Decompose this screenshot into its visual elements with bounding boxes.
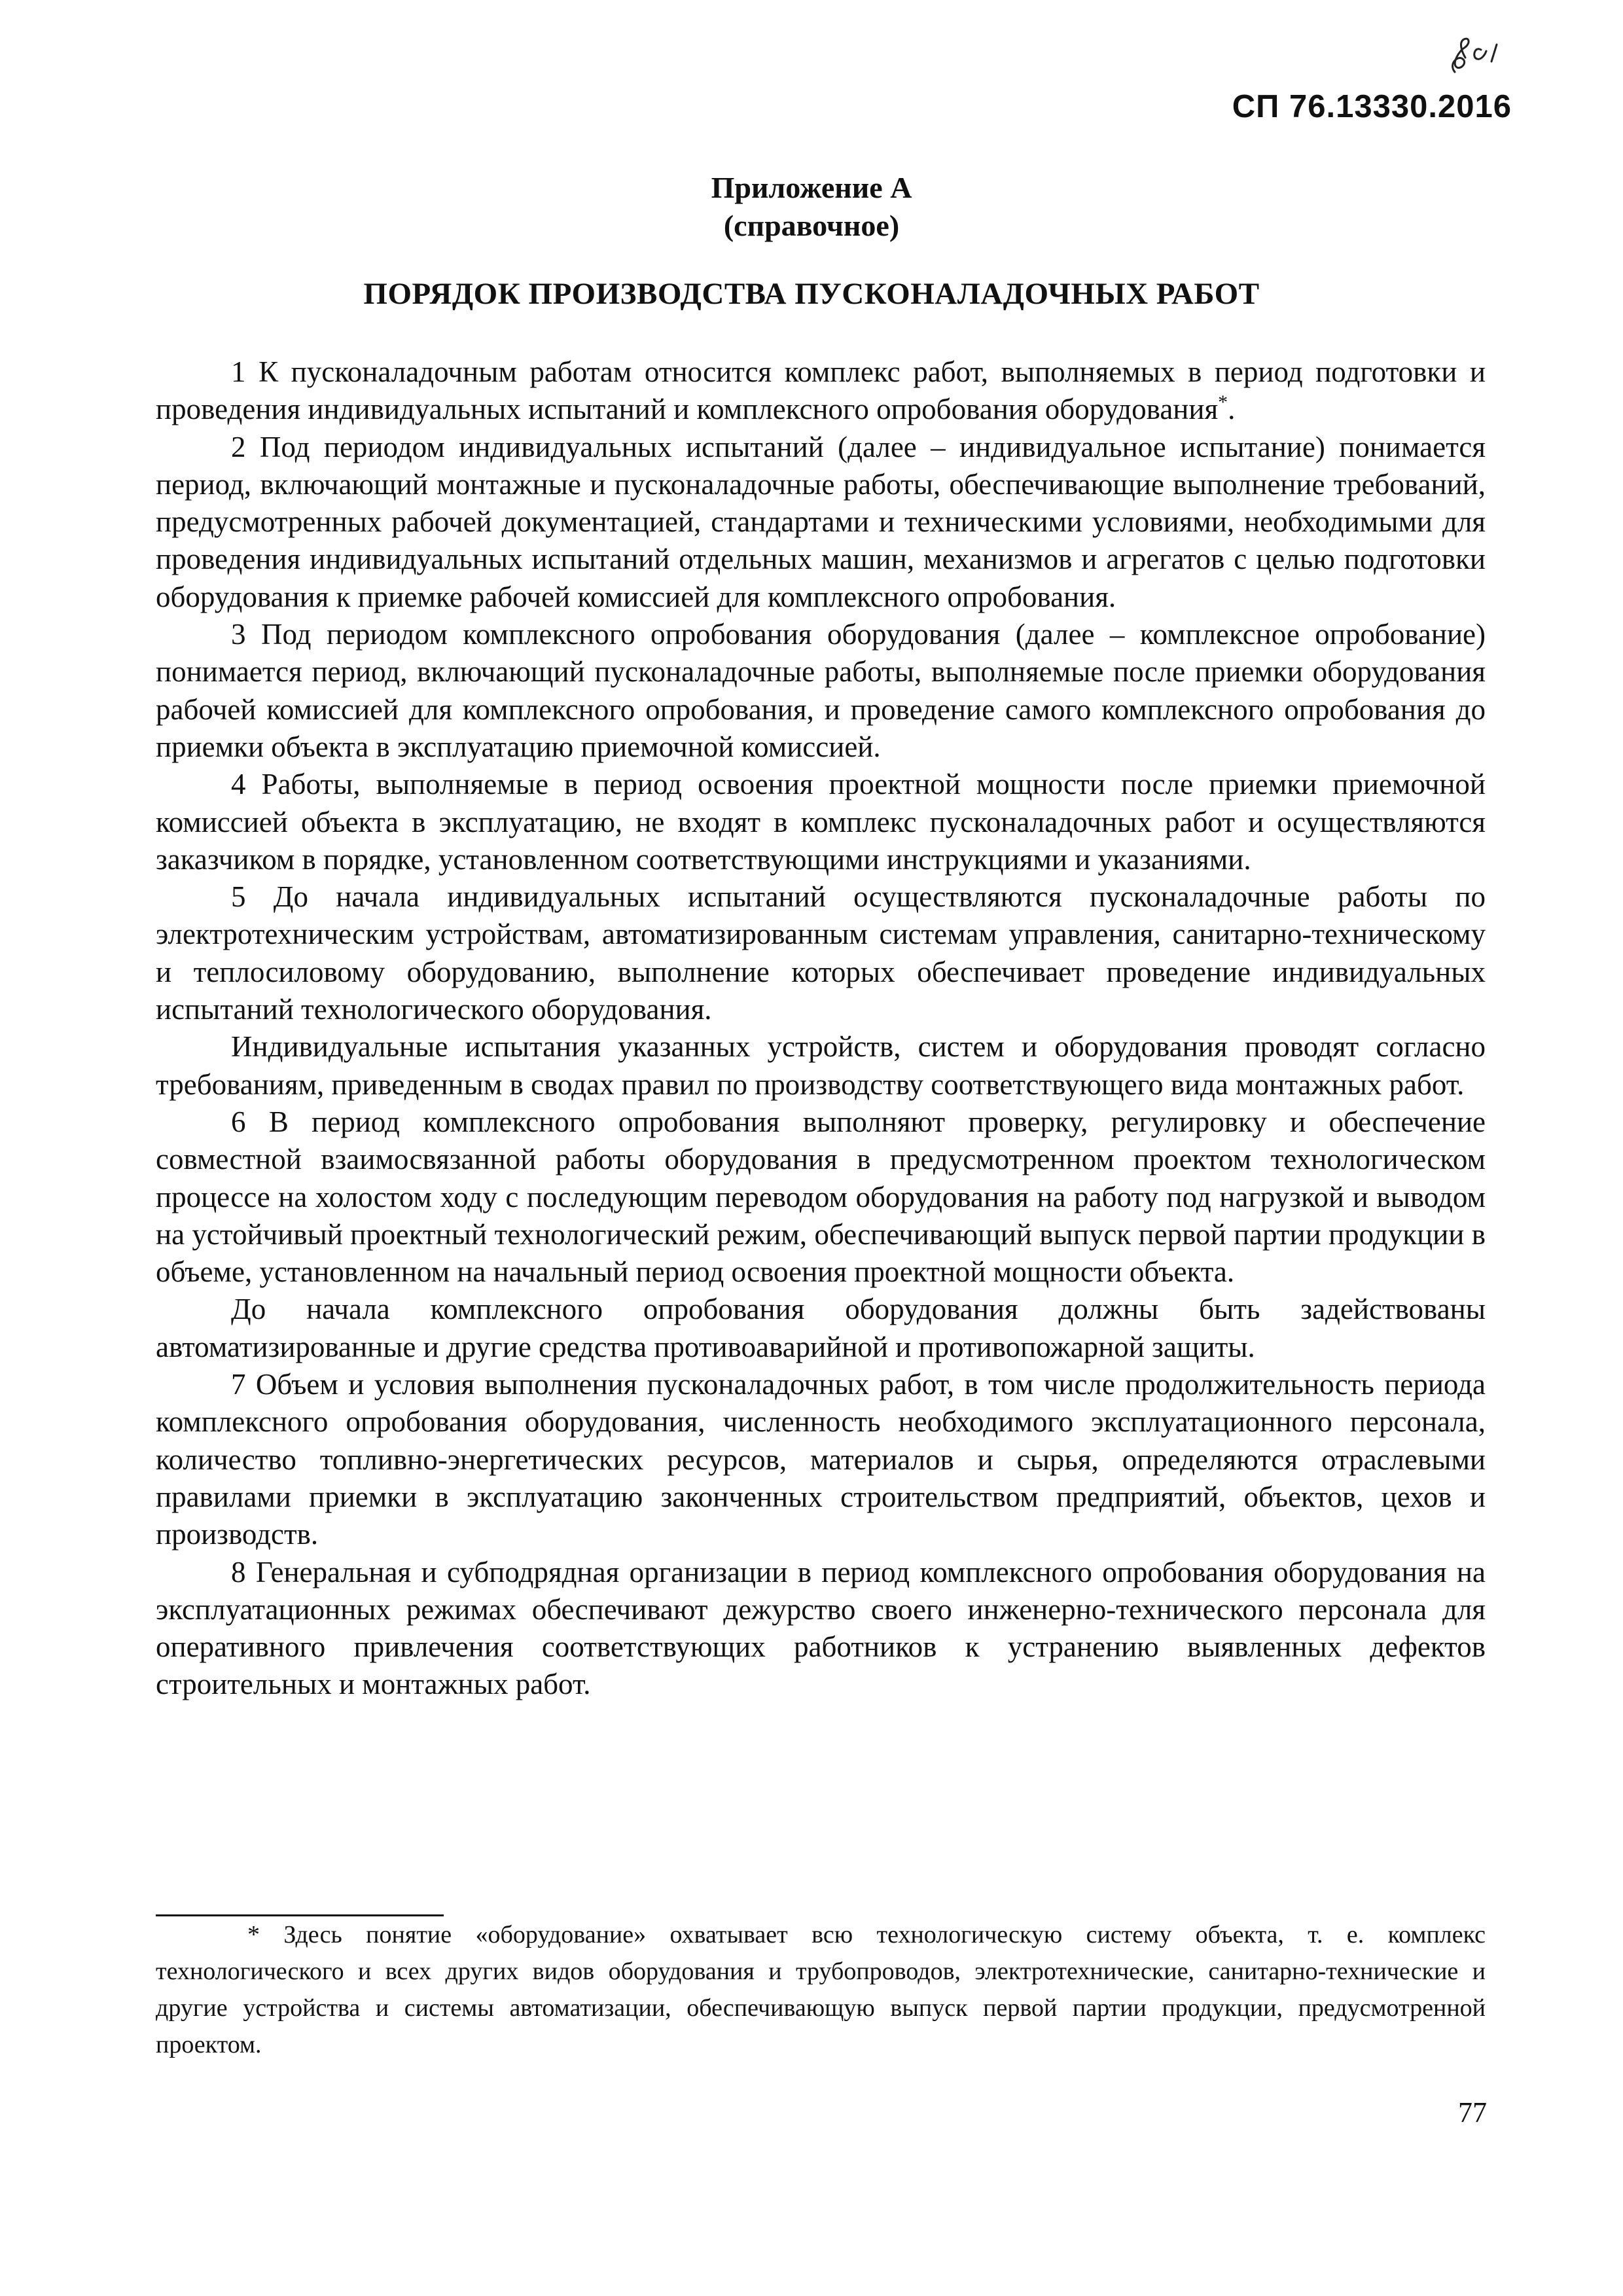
body-text [156, 353, 1486, 1704]
page-number: 77 [1458, 2096, 1487, 2128]
paragraph-6: 6 В период комплексного опробования выполняют проверку, регулировку и обеспечение совместной взаимосвязанной работы оборудования в предусмотренном проектом технологическом процессе на холостом ходу с последующим переводом оборудования на работу под нагрузкой и выводом на устойчивый проектный технологический режим, обеспечивающий выпуск первой партии продукции в объеме, установленном на начальный период освоения проектной мощности объекта. [156, 1105, 1486, 1289]
paragraph-1-text: 1 К пусконаладочным работам относится комплекс работ, выполняемых в период подготовки и проведения индивидуальных испытаний и комплексного опробования оборудования [156, 355, 1486, 426]
paragraph-4: 4 Работы, выполняемые в период освоения проектной мощности после приемки приемочной комиссией объекта в эксплуатацию, не входят в комплекс пусконаладочных работ и осуществляются заказчиком в порядке, установленном соответствующими инструкциями и указаниями. [156, 768, 1486, 876]
section-title: ПОРЯДОК ПРОИЗВОДСТВА ПУСКОНАЛАДОЧНЫХ РАБОТ [363, 277, 1260, 311]
footnote-reference: * [1218, 391, 1228, 414]
handwritten-page-mark [1443, 31, 1515, 84]
paragraph-2: 2 Под периодом индивидуальных испытаний (далее – индивидуальное испытание) понимается период, включающий монтажные и пусконаладочные работы, обеспечивающие выполнение требований, предусмотренных рабочей документацией, стандартами и техническими условиями, необходимыми для проведения индивидуальных испытаний отдельных машин, механизмов и агрегатов с целью подготовки оборудования к приемке рабочей комиссией для комплексного опробования. [156, 430, 1486, 613]
appendix-subtitle: (справочное) [723, 209, 900, 242]
paragraph-6b: До начала комплексного опробования оборудования должны быть задействованы автоматизированные и другие средства противоаварийной и противопожарной защиты. [156, 1293, 1486, 1363]
footnote-text: * Здесь понятие «оборудование» охватывает всю технологическую систему объекта, т. е. комплекс технологического и всех других видов оборудования и трубопроводов, электротехнические, санитарно-технические и другие устройства и системы автоматизации, обеспечивающую выпуск первой партии продукции, предусмотренной проектом. [156, 1921, 1486, 2058]
footnote [156, 1916, 1486, 2063]
paragraph-1 [156, 353, 1486, 429]
paragraph-8: 8 Генеральная и субподрядная организации в период комплексного опробования оборудования на эксплуатационных режимах обеспечивают дежурство своего инженерно-технического персонала для оперативного привлечения соответствующих работников к устранению выявленных дефектов строительных и монтажных работ. [156, 1555, 1486, 1701]
paragraph-5b: Индивидуальные испытания указанных устройств, систем и оборудования проводят согласно требованиям, приведенным в сводах правил по производству соответствующего вида монтажных работ. [156, 1030, 1486, 1101]
paragraph-5: 5 До начала индивидуальных испытаний осуществляются пусконаладочные работы по электротехническим устройствам, автоматизированным системам управления, санитарно-техническому и теплосиловому оборудованию, выполнение которых обеспечивает проведение индивидуальных испытаний технологического оборудования. [156, 880, 1486, 1026]
paragraph-7: 7 Объем и условия выполнения пусконаладочных работ, в том числе продолжительность периода комплексного опробования оборудования, численность необходимого эксплуатационного персонала, количество топливно-энергетических ресурсов, материалов и сырья, определяются отраслевыми правилами приемки в эксплуатацию законченных строительством предприятий, объектов, цехов и производств. [156, 1368, 1486, 1551]
appendix-title: Приложение А [711, 171, 912, 204]
paragraph-1-end: . [1228, 393, 1236, 426]
paragraph-3: 3 Под периодом комплексного опробования оборудования (далее – комплексное опробование) понимается период, включающий пусконаладочные работы, выполняемые после приемки оборудования рабочей комиссией для комплексного опробования, и проведение самого комплексного опробования до приемки объекта в эксплуатацию приемочной комиссией. [156, 618, 1486, 763]
standard-code: СП 76.13330.2016 [1232, 89, 1512, 124]
